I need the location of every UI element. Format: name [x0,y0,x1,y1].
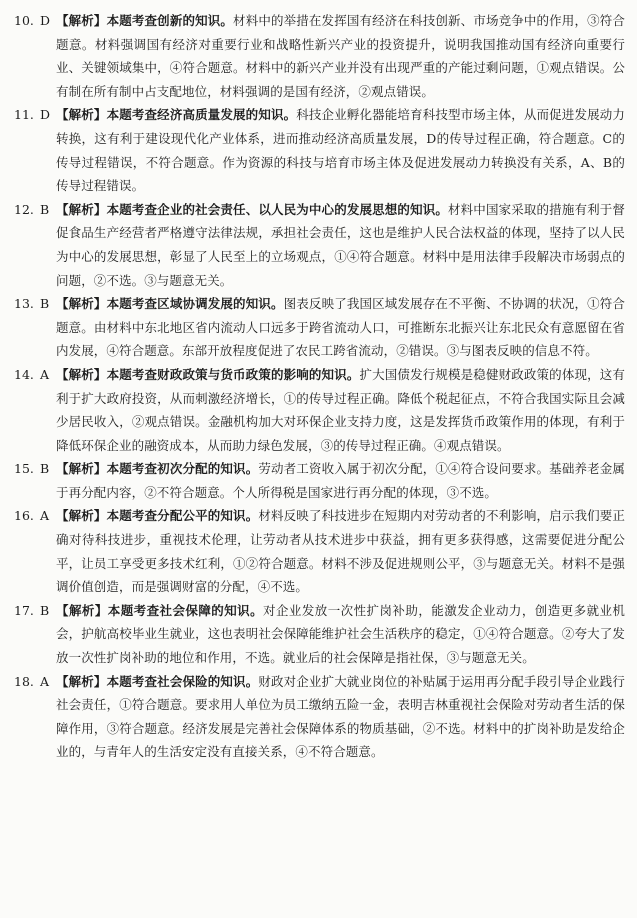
question-number: 10. [14,13,34,28]
topic-lead: 本题考查社会保障的知识。 [107,602,264,618]
explanation-text: 材料反映了科技进步在短期内对劳动者的不利影响，启示我们要正确对待科技进步，重视技术伦理，让劳动者从技术进步中获益，拥有更多获得感，这需要促进分配公平，让员工享受更多技术红利，①②符合题意。材料不涉及促进规则公平，③与题意无关。材料不是强调价值创造，而是强调财富的分配，④不选。 [56,508,626,595]
answer-letter: B [40,602,50,618]
answer-letter: B [40,296,50,312]
question-number: 17. [14,602,34,618]
answer-letter: D [40,107,51,123]
answer-letter: D [40,13,51,28]
topic-lead: 本题考查分配公平的知识。 [106,508,259,524]
answer-item-13 [14,292,625,363]
analysis-tag: 【解析】 [56,107,107,123]
question-number: 14. [14,366,34,382]
answer-item-18 [14,670,625,764]
analysis-tag: 【解析】 [56,673,107,689]
explanation-text: 材料中国家采取的措施有利于督促食品生产经营者严格遵守法律法规，承担社会责任，这也是维护人民合法权益的体现，坚持了以人民为中心的发展思想，彰显了人民至上的立场观点，①④符合题意。材料中是用法律手段解决市场弱点的问题，②不选。③与题意无关。 [56,201,626,288]
explanation [56,103,625,197]
analysis-tag: 【解析】 [56,13,107,28]
explanation [56,599,625,670]
answer-item-14 [14,363,625,457]
answer-letter: A [40,673,50,689]
analysis-tag: 【解析】 [56,461,107,477]
explanation-text: 图表反映了我国区域发展存在不平衡、不协调的状况，①符合题意。由材料中东北地区省内流动人口远多于跨省流动人口，可推断东北振兴让东北民众有意愿留在省内发展，④符合题意。东部开放程度促进了农民工跨省流动，②错误。③与图表反映的信息不符。 [56,296,626,359]
explanation-text: 对企业发放一次性扩岗补助，能激发企业动力，创造更多就业机会，护航高校毕业生就业，这也表明社会保障能维护社会生活秩序的稳定，①④符合题意。②夸大了发放一次性扩岗补助的地位和作用，不选。就业后的社会保障是指社保，③与题意无关。 [56,602,626,666]
question-number: 12. [14,201,34,217]
explanation [56,198,625,292]
explanation [56,504,625,598]
topic-lead: 本题考查企业的社会责任、以人民为中心的发展思想的知识。 [106,201,449,217]
explanation-text: 劳动者工资收入属于初次分配，①④符合设问要求。基础养老金属于再分配内容，②不符合题意。个人所得税是国家进行再分配的体现，③不选。 [56,461,626,500]
analysis-tag: 【解析】 [56,201,107,217]
topic-lead: 本题考查初次分配的知识。 [106,461,259,477]
topic-lead: 本题考查经济高质量发展的知识。 [106,107,297,123]
topic-lead: 本题考查创新的知识。 [106,13,234,28]
answer-item-17 [14,599,625,670]
topic-lead: 本题考查区域协调发展的知识。 [106,296,284,312]
explanation-text: 扩大国债发行规模是稳健财政政策的体现，这有利于扩大政府投资，从而刺激经济增长，①的传导过程正确。降低个税起征点，不符合我国实际且会减少居民收入，②观点错误。金融机构加大对环保企业支持力度，这是发挥货币政策作用的体现，有利于降低环保企业的融资成本，从而助力绿色发展，③的传导过程正确。④观点错误。 [56,366,625,453]
topic-lead: 本题考查社会保险的知识。 [106,673,259,689]
topic-lead: 本题考查财政政策与货币政策的影响的知识。 [106,366,360,382]
answer-item-15 [14,457,625,504]
explanation [56,670,625,764]
answer-letter: B [40,201,50,217]
explanation-text: 科技企业孵化器能培育科技型市场主体，从而促进发展动力转换，这有利于建设现代化产业体系，进而推动经济高质量发展，D的传导过程正确，符合题意。C的传导过程错误，不符合题意。作为资源的科技与培育市场主体及促进发展动力转换没有关系，A、B的传导过程错误。 [56,107,625,194]
answer-letter: A [40,508,50,524]
answer-item-10 [14,9,625,103]
explanation [56,292,625,363]
analysis-tag: 【解析】 [56,508,107,524]
answer-item-16 [14,504,625,598]
answer-item-12 [14,198,625,292]
question-number: 18. [14,673,34,689]
explanation [56,9,625,103]
analysis-tag: 【解析】 [56,602,108,618]
question-number: 15. [14,461,34,477]
question-number: 11. [14,107,34,123]
explanation-text: 材料中的举措在发挥国有经济在科技创新、市场竞争中的作用，③符合题意。材料强调国有经济对重要行业和战略性新兴产业的投资提升，说明我国推动国有经济向重要行业、关键领域集中，④符合题意。材料中的新兴产业并没有出现严重的产能过剩问题，①观点错误。公有制在所有制中占支配地位，材料强调的是国有经济，②观点错误。 [56,13,625,99]
explanation [56,457,625,504]
question-number: 16. [14,508,34,524]
answer-item-11 [14,103,625,197]
answer-letter: A [40,366,50,382]
explanation-text: 财政对企业扩大就业岗位的补贴属于运用再分配手段引导企业践行社会责任，①符合题意。要求用人单位为员工缴纳五险一金，表明吉林重视社会保险对劳动者生活的保障作用，③符合题意。经济发展是完善社会保障体系的物质基础，②不选。材料中的扩岗补助是发给企业的，与青年人的生活安定没有直接关系，④不符合题意。 [56,673,626,760]
analysis-tag: 【解析】 [56,366,107,382]
question-number: 13. [14,296,34,312]
answer-letter: B [40,461,50,477]
analysis-tag: 【解析】 [56,296,107,312]
explanation [56,363,625,457]
